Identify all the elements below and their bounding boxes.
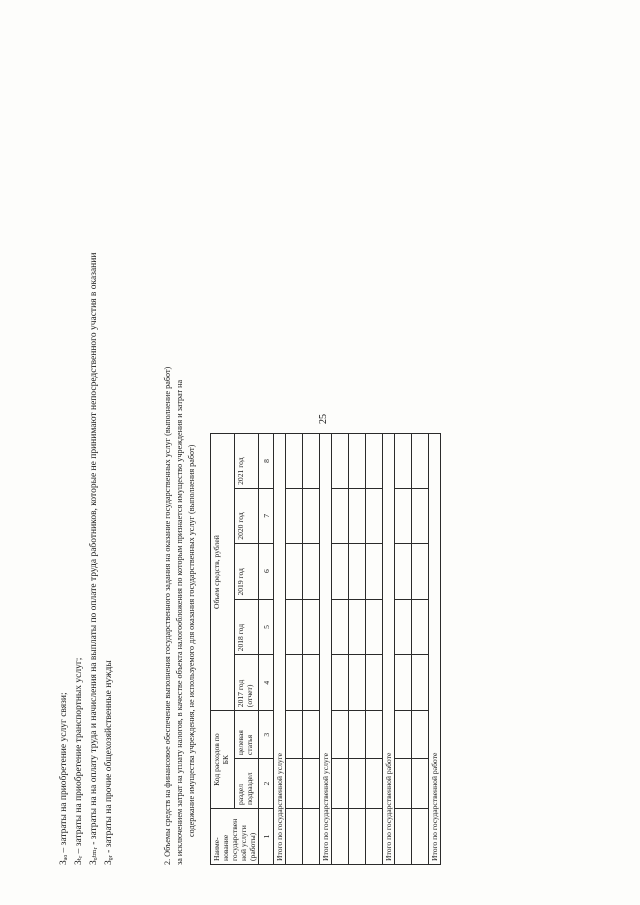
total-row-service: Итого по государственной услуге <box>320 434 332 865</box>
header-year-2018: 2018 год <box>235 599 259 655</box>
table-row <box>349 434 366 865</box>
formula-line-labor: Зₒₜₘᵣ - затраты на на оплату труда и начисления на выплаты по оплате труда работников, которые не принимают непосредственного участия в оказании <box>89 252 99 865</box>
header-service-name: Наиме- нование государствен ной услуги (работы) <box>211 809 259 865</box>
header-year-2021: 2021 год <box>235 434 259 489</box>
section2-line1: 2. Объемы средств на финансовое обеспечение выполнения государственного задания на оказание государственных услуг (выполнение работ) <box>163 366 172 865</box>
column-number: 3 <box>259 711 274 759</box>
header-bk-code: Код расходов по БК <box>211 711 235 809</box>
total-row-work: Итого по государственной работе <box>383 434 395 865</box>
table-row <box>412 434 429 865</box>
header-year-2020: 2020 год <box>235 488 259 543</box>
header-section: раздел подраздел <box>235 759 259 809</box>
column-number: 5 <box>259 599 274 655</box>
section2-line3: содержание имущества учреждения, не используемого для оказания государственных услуг (выполнения работ) <box>187 444 196 837</box>
total-row-work: Итого по государственной работе <box>429 434 441 865</box>
table-row <box>395 434 412 865</box>
formula-line-other: Зᵨᵣ - затраты на прочие общехозяйственные нужды <box>104 660 114 865</box>
header-volume: Объем средств, рублей <box>211 434 235 711</box>
section2-line2: за исключением затрат на уплату налогов, в качестве объекта налогообложения по которым признается имущество учреждения и затрат на <box>175 379 184 865</box>
table-row <box>303 434 320 865</box>
table-row <box>366 434 383 865</box>
formula-line-communication: Зₐₒ – затраты на приобретение услуг связи; <box>59 692 69 865</box>
column-number: 6 <box>259 543 274 599</box>
page-number: 25 <box>318 414 329 424</box>
header-year-2017: 2017 год (отчет) <box>235 655 259 711</box>
total-row-service: Итого по государственной услуге <box>274 434 286 865</box>
header-target-article: целевая статья <box>235 711 259 759</box>
table-row <box>286 434 303 865</box>
column-number: 4 <box>259 655 274 711</box>
spending-table <box>210 433 441 865</box>
column-number: 2 <box>259 759 274 809</box>
column-number: 1 <box>259 809 274 865</box>
formula-line-transport: Зₜᵣ – затраты на приобретение транспортных услуг; <box>74 657 84 865</box>
table-row <box>332 434 349 865</box>
column-number: 7 <box>259 488 274 543</box>
column-number: 8 <box>259 434 274 489</box>
header-year-2019: 2019 год <box>235 543 259 599</box>
